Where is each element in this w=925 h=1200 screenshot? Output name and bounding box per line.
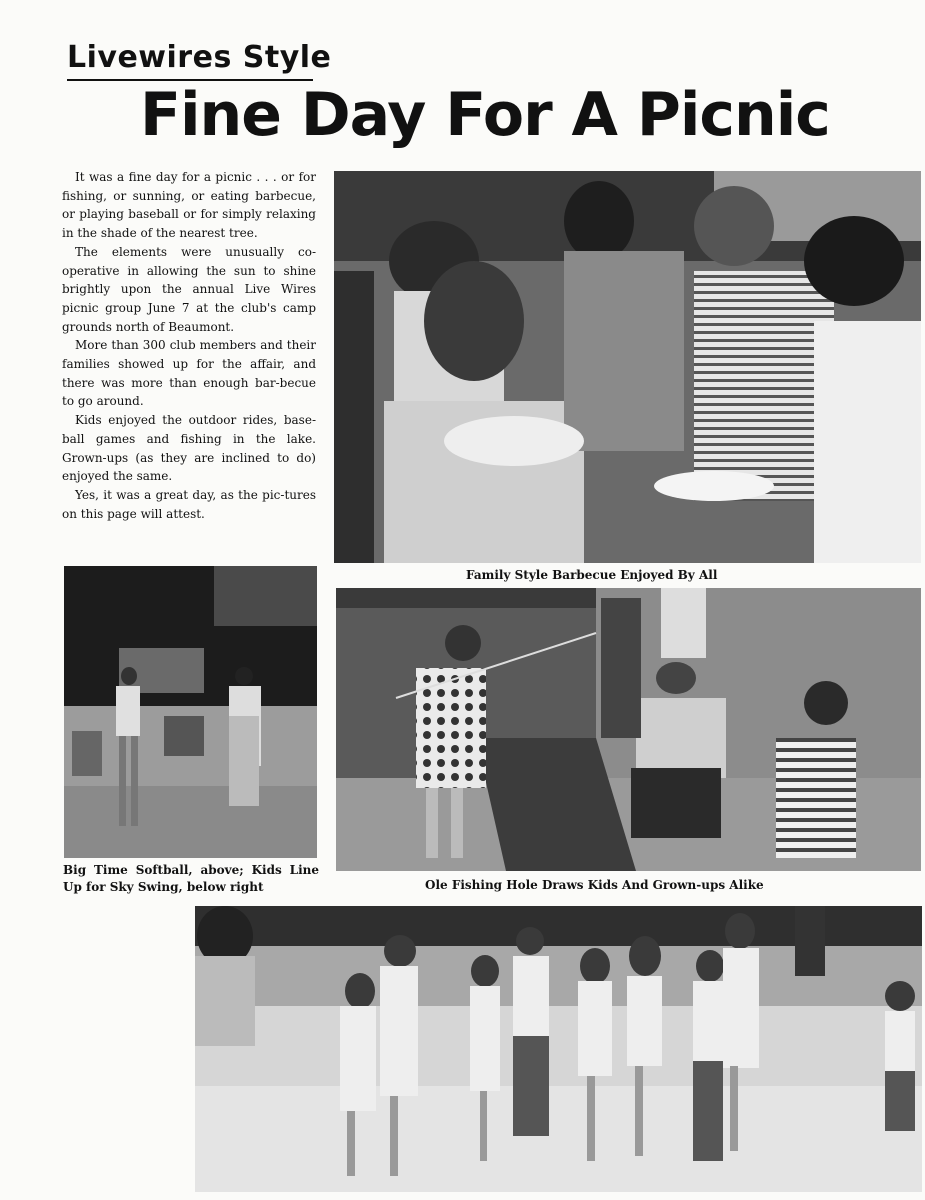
fishing-photo xyxy=(336,588,921,871)
page-headline: Fine Day For A Picnic xyxy=(140,80,830,150)
fishing-caption: Ole Fishing Hole Draws Kids And Grown-ups Alike xyxy=(425,878,764,892)
article-paragraph: Kids enjoyed the outdoor rides, base-ball games and fishing in the lake. Grown-ups (as they are inclined to do) enjoyed the same. xyxy=(62,413,316,484)
article-paragraph: Yes, it was a great day, as the pic-tures on this page will attest. xyxy=(62,487,316,521)
barbecue-caption: Family Style Barbecue Enjoyed By All xyxy=(466,568,718,582)
section-kicker: Livewires Style xyxy=(67,40,332,75)
article-paragraph: The elements were unusually co-operative in allowing the sun to shine brightly upon the annual Live Wires picnic group June 7 at the club's camp grounds north of Beaumont. xyxy=(62,244,316,334)
article-body xyxy=(62,168,316,523)
article-paragraph: More than 300 club members and their families showed up for the affair, and there was more than enough bar-becue to go around. xyxy=(62,338,316,409)
softball-caption: Big Time Softball, above; Kids Line Up for Sky Swing, below right xyxy=(63,863,319,894)
swing-line-photo xyxy=(195,906,922,1192)
article-paragraph: It was a fine day for a picnic . . . or for fishing, or sunning, or eating barbecue, or playing baseball or for simply relaxing in the shade of the nearest tree. xyxy=(62,170,316,241)
barbecue-photo xyxy=(334,171,921,563)
softball-photo xyxy=(64,566,317,858)
